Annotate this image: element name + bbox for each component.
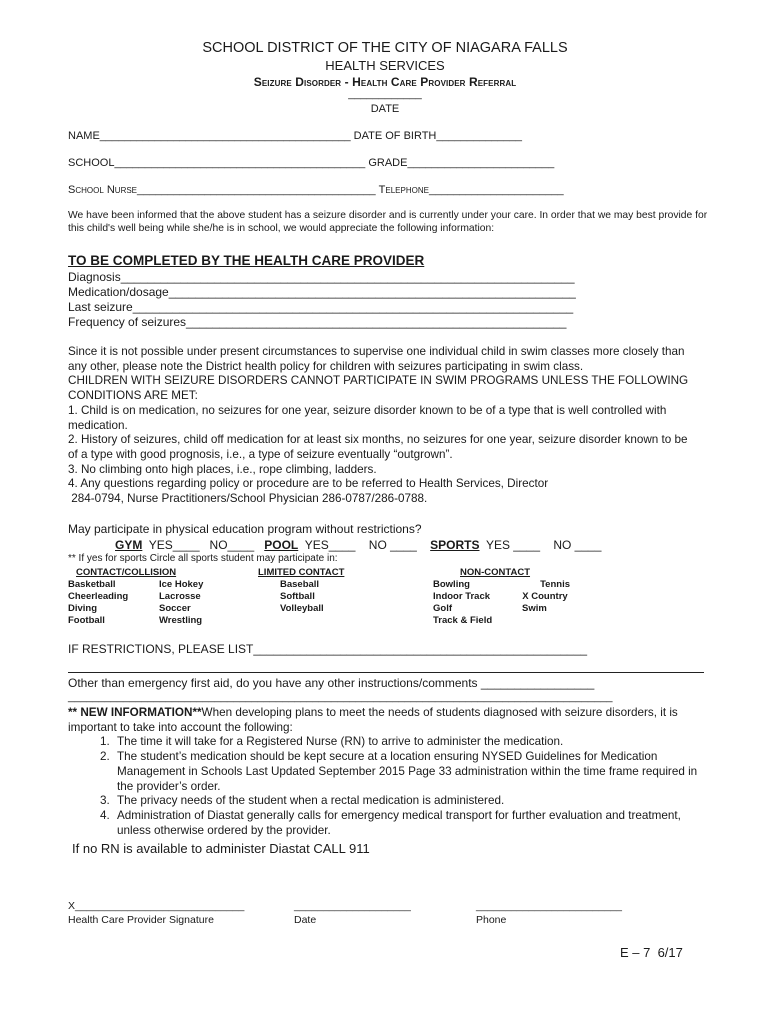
sport-item[interactable]: Indoor Track — [433, 591, 491, 602]
new-information-block — [68, 706, 698, 838]
limited-contact-heading: LIMITED CONTACT — [258, 567, 345, 578]
new-info-item: 3. The privacy needs of the student when a rectal medication is administered. — [113, 794, 698, 809]
medication-dosage-field[interactable]: Medication/dosage_____________________________________________________________ — [68, 285, 576, 299]
last-seizure-field[interactable]: Last seizure__________________________________________________________________ — [68, 300, 574, 314]
limited-col — [280, 579, 324, 615]
gym-no[interactable]: NO____ — [209, 538, 255, 552]
policy-condition: 2. History of seizures, child off medication for at least six months, no seizures for one year, seizure disorder known to be of a type with good prognosis, i.e., a type of seizure eventually “outgrown”. — [68, 433, 688, 461]
noncontact-col1 — [433, 579, 492, 627]
new-info-text: When developing plans to meet the needs of students diagnosed with seizure disorders, it is important to take into account the following: — [68, 706, 678, 734]
pool-no[interactable]: NO ____ — [368, 538, 417, 552]
new-info-item: 1. The time it will take for a Registered Nurse (RN) to arrive to administer the medication. — [113, 735, 698, 750]
contact-collision-heading: CONTACT/COLLISION — [76, 567, 177, 578]
department-title: HEALTH SERVICES — [325, 58, 445, 73]
sport-item[interactable]: Lacrosse — [159, 591, 201, 602]
new-info-item: 4. Administration of Diastat generally calls for emergency medical transport for further evaluation and treatment, unless otherwise ordered by the provider. — [113, 809, 698, 838]
sport-item[interactable]: Ice Hokey — [159, 579, 204, 590]
signature-line[interactable]: X_____________________________ — [68, 900, 245, 912]
policy-intro: Since it is not possible under present circumstances to supervise one individual child in swim classes more closely than any other, please note the District health policy for children with seizures participating in swim class. — [68, 345, 685, 373]
sport-item[interactable]: Volleyball — [280, 603, 324, 614]
telephone-line[interactable]: ______________________ — [428, 184, 564, 196]
district-title: SCHOOL DISTRICT OF THE CITY OF NIAGARA FALLS — [202, 40, 568, 56]
signature-label: Health Care Provider Signature — [68, 914, 214, 926]
seizure-frequency-field[interactable]: Frequency of seizures_________________________________________________________ — [68, 315, 567, 329]
diagnosis-field[interactable]: Diagnosis____________________________________________________________________ — [68, 270, 575, 284]
signature-phone-label: Phone — [476, 914, 507, 926]
policy-condition: 1. Child is on medication, no seizures for one year, seizure disorder known to be of a type that is well controlled with medication. — [68, 403, 667, 432]
policy-conditions-heading: CHILDREN WITH SEIZURE DISORDERS CANNOT PARTICIPATE IN SWIM PROGRAMS UNLESS THE FOLLOWING CONDITIONS ARE MET: — [68, 374, 689, 403]
sports-label: SPORTS — [430, 538, 480, 552]
pool-label: POOL — [264, 538, 299, 552]
name-dob-field[interactable]: NAME_________________________________________ DATE OF BIRTH______________ — [68, 130, 523, 142]
sport-item[interactable]: Golf — [433, 603, 452, 614]
new-info-item: 2. The student’s medication should be kept secure at a location ensuring NYSED Guidelines for Medication Management in Schools Last Updated September 2015 Page 33 administration within the time frame required in the provider’s order. — [113, 750, 698, 794]
sport-item[interactable]: Softball — [280, 591, 315, 602]
sports-yes[interactable]: YES ____ — [485, 538, 540, 552]
policy-paragraph — [68, 345, 698, 507]
new-info-lead: ** NEW INFORMATION** — [68, 706, 202, 719]
provider-section-heading: TO BE COMPLETED BY THE HEALTH CARE PROVIDER — [68, 253, 425, 268]
date-blank[interactable]: ____________ — [348, 88, 422, 100]
sport-item[interactable]: Cheerleading — [68, 591, 129, 602]
policy-contacts: 284-0794, Nurse Practitioners/School Physician 286-0787/286-0788. — [68, 492, 428, 506]
other-instructions-field[interactable]: Other than emergency first aid, do you have any other instructions/comments _________________ — [68, 676, 595, 690]
sport-item[interactable]: Diving — [68, 603, 98, 614]
school-grade-field[interactable]: SCHOOL_________________________________________ GRADE________________________ — [68, 157, 555, 169]
non-contact-heading: NON-CONTACT — [460, 567, 531, 578]
gym-yes[interactable]: YES____ — [148, 538, 200, 552]
contact-col2 — [159, 579, 203, 627]
telephone-label: Telephone — [378, 184, 429, 196]
school-nurse-line[interactable]: _______________________________________ — [137, 184, 379, 196]
call-911-note: If no RN is available to administer Diastat CALL 911 — [72, 841, 370, 856]
sport-item[interactable]: Wrestling — [159, 615, 203, 626]
gym-line — [115, 538, 601, 552]
signature-phone-line[interactable]: _________________________ — [476, 900, 622, 912]
section-divider — [68, 672, 704, 673]
pool-yes[interactable]: YES____ — [304, 538, 356, 552]
school-nurse-label: School Nurse — [68, 184, 138, 196]
sport-item[interactable]: Bowling — [433, 579, 470, 590]
noncontact-col2 — [520, 579, 570, 615]
sports-no[interactable]: NO ____ — [553, 538, 602, 552]
sport-item[interactable]: Soccer — [159, 603, 191, 614]
contact-col1 — [68, 579, 128, 627]
signature-date-line[interactable]: ____________________ — [294, 900, 411, 912]
sport-item[interactable]: X Country — [522, 591, 568, 602]
policy-condition: 3. No climbing onto high places, i.e., rope climbing, ladders. — [68, 462, 377, 476]
policy-condition: 4. Any questions regarding policy or procedure are to be referred to Health Services, Director — [68, 477, 549, 491]
sport-item[interactable]: Football — [68, 615, 105, 626]
sports-circle-note: ** If yes for sports Circle all sports student may participate in: — [68, 553, 338, 564]
sport-item[interactable]: Basketball — [68, 579, 116, 590]
form-code: E – 7 6/17 — [620, 945, 683, 960]
intro-paragraph: We have been informed that the above student has a seizure disorder and is currently under your care. In order that we may best provide for this child's well being while she/he is in school, we would appreciate the following information: — [68, 210, 708, 234]
date-label: DATE — [370, 103, 400, 115]
participation-question: May participate in physical education program without restrictions? — [68, 522, 422, 536]
sport-item[interactable]: Baseball — [280, 579, 320, 590]
other-instructions-line2[interactable]: _________________________________________________________________________________________ — [68, 691, 613, 703]
nurse-phone-field[interactable] — [68, 184, 564, 196]
sport-item[interactable]: Swim — [522, 603, 547, 614]
gym-label: GYM — [115, 538, 143, 552]
form-title: Seizure Disorder - Health Care Provider Referral — [253, 75, 517, 89]
sport-item[interactable]: Track & Field — [433, 615, 493, 626]
restrictions-field[interactable]: IF RESTRICTIONS, PLEASE LIST__________________________________________________ — [68, 642, 588, 656]
sport-item[interactable]: Tennis — [540, 579, 570, 590]
signature-date-label: Date — [294, 914, 317, 926]
